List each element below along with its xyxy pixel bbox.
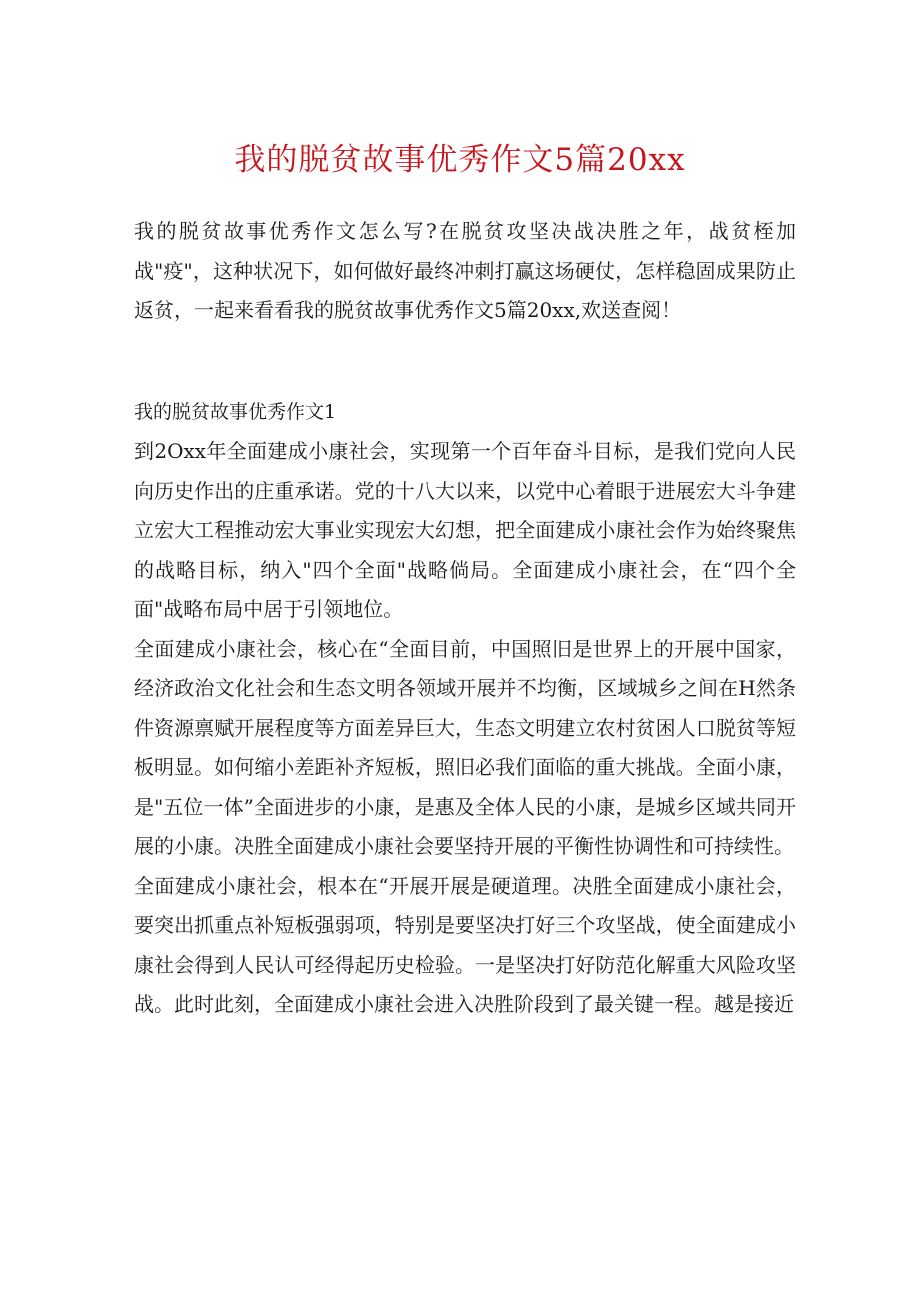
body-paragraph-3: 全面建成小康社会，根本在“开展开展是硬道理。决胜全面建成小康社会，要突出抓重点补短板强弱项，特别是要坚决打好三个攻坚战，使全面建成小康社会得到人民认可经得起历史检验。一是坚决打好防范化解重大风险攻坚战。此时此刻，全面建成小康社会进入决胜阶段到了最关键一程。越是接近 — [134, 873, 796, 1016]
spacer — [134, 331, 796, 393]
section-heading: 我的脱贫故事优秀作文1 — [134, 400, 337, 423]
document-body — [134, 212, 796, 1025]
document-title: 我的脱贫故事优秀作文5篇20xx — [234, 142, 686, 178]
body-paragraph-1: 到2Oxx年全面建成小康社会，实现第一个百年奋斗目标，是我们党向人民向历史作出的庄重承诺。党的十八大以来，以党中心着眼于进展宏大斗争建立宏大工程推动宏大事业实现宏大幻想，把全面建成小康社会作为始终聚焦的战略目标，纳入"四个全面"战略倘局。全面建成小康社会，在“四个全面"战略布局中居于引领地位。 — [134, 439, 796, 621]
body-paragraph-2: 全面建成小康社会，核心在“全面目前，中国照旧是世界上的开展中国家，经济政治文化社会和生态文明各领域开展并不均衡，区域城乡之间在H然条件资源禀赋开展程度等方面差异巨大，生态文明建立农村贫困人口脱贫等短板明显。如何缩小差距补齐短板，照旧必我们面临的重大挑战。全面小康，是"五位一体”全面进步的小康，是惠及全体人民的小康，是城乡区域共同开展的小康。决胜全面建成小康社会要坚持开展的平衡性协调性和可持续性。 — [134, 636, 796, 858]
intro-paragraph: 我的脱贫故事优秀作文怎么写?在脱贫攻坚决战决胜之年，战贫桎加战"疫"，这种状况下，如何做好最终冲刺打赢这场硬仗，怎样稳固成果防止返贫，一起来看看我的脱贫故事优秀作文5篇20xx,欢送查阅！ — [134, 219, 796, 322]
